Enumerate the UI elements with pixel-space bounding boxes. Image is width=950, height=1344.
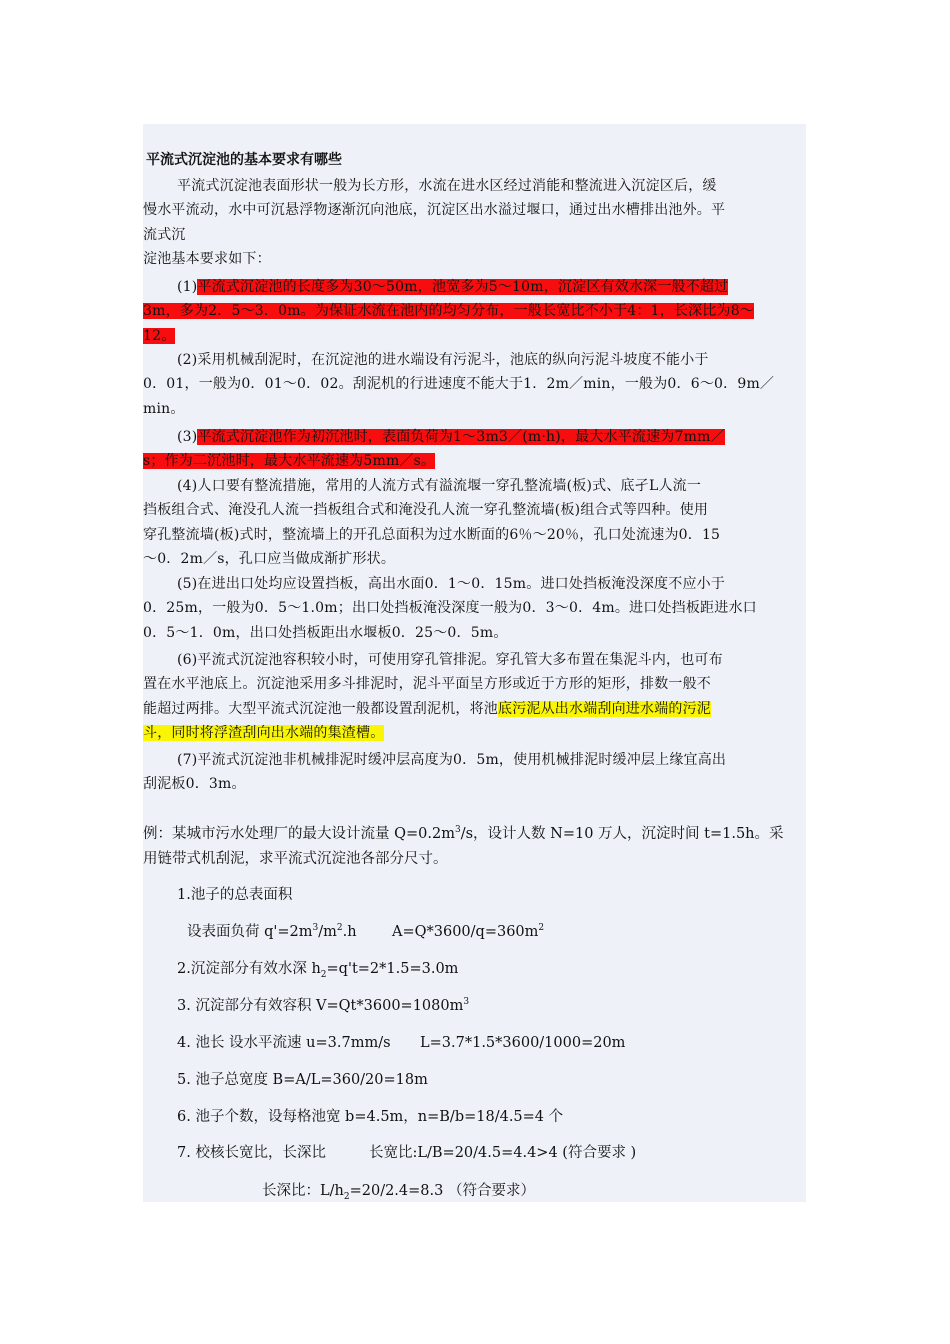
formula-text: 设表面负荷 q'=2m	[187, 924, 313, 940]
requirement-line: 0．25m，一般为0．5～1.0m；出口处挡板淹没深度一般为0．3～0．4m。进口处挡板距进水口	[143, 600, 757, 617]
document-title: 平流式沉淀池的基本要求有哪些	[146, 152, 342, 168]
requirement-line: ～0．2m／s，孔口应当做成渐扩形状。	[143, 550, 396, 567]
item-number: (1)	[177, 279, 198, 295]
requirement-line: (2)采用机械刮泥时，在沉淀池的进水端设有污泥斗，池底的纵向污泥斗坡度不能小于	[177, 352, 709, 368]
requirement-line	[143, 721, 806, 745]
superscript: 3	[463, 997, 470, 1008]
step-4: 4. 池长 设水平流速 u=3.7mm/s	[177, 1035, 391, 1051]
red-highlight-text: 3m，多为2．5～3．0m。为保证水流在池内的均匀分布，一般长宽比不小于4：1，长深比为8～	[143, 303, 755, 320]
step-6: 6. 池子个数，设每格池宽 b=4.5m，n=B/b=18/4.5=4 个	[177, 1109, 564, 1125]
requirement-line	[143, 449, 806, 473]
intro-line: 慢水平流动，水中可沉悬浮物逐渐沉向池底，沉淀区出水溢过堰口，通过出水槽排出池外。平	[143, 202, 726, 219]
requirement-line: 0．01，一般为0．01～0．02。刮泥机的行进速度不能大于1．2m／min，一般为0．6～0．9m／	[143, 376, 775, 393]
requirement-6	[143, 648, 806, 745]
example-problem	[143, 822, 806, 871]
yellow-highlight-text: 底污泥从出水端刮向进水端的污泥	[498, 700, 711, 717]
formula-text: /m	[318, 924, 337, 940]
superscript: 2	[538, 923, 545, 934]
intro-line: 淀池基本要求如下：	[143, 250, 271, 267]
step-1: 1.池子的总表面积	[177, 887, 293, 903]
example-line: 用链带式机刮泥，求平流式沉淀池各部分尺寸。	[143, 850, 448, 867]
red-highlight-text: 平流式沉淀池作为初沉池时，表面负荷为1～3m3／(m·h)，最大水平流速为7mm／	[197, 429, 725, 445]
formula-text: 2.沉淀部分有效水深 h	[177, 961, 321, 977]
requirement-line	[143, 425, 806, 449]
red-highlight-text: 12。	[143, 327, 176, 344]
requirement-line	[143, 697, 806, 721]
requirement-line: (4)人口要有整流措施，常用的人流方式有溢流堰一穿孔整流墙(板)式、底孑L人流一	[177, 478, 702, 494]
intro-paragraph	[143, 174, 806, 271]
step-7-ratio: 长宽比:L/B=20/4.5=4.4>4 (符合要求 )	[369, 1145, 637, 1161]
step-7: 7. 校核长宽比，长深比	[177, 1145, 326, 1161]
example-text: 例：某城市污水处理厂的最大设计流量 Q=0.2m	[143, 826, 455, 842]
superscript: 3	[312, 923, 319, 934]
plain-text: 能超过两排。大型平流式沉淀池一般都设置刮泥机，将池	[143, 700, 498, 717]
requirement-line	[143, 324, 806, 348]
requirement-line: min。	[143, 400, 185, 417]
formula-text: =q't=2*1.5=3.0m	[326, 961, 459, 977]
step-1-area	[392, 922, 544, 942]
formula-text: 3. 沉淀部分有效容积 V=Qt*3600=1080m	[177, 998, 464, 1014]
step-3	[177, 996, 469, 1016]
requirement-4	[143, 474, 806, 571]
requirement-line: 刮泥板0．3m。	[143, 776, 246, 793]
requirement-line: 穿孔整流墙(板)式时，整流墙上的开孔总面积为过水断面的6％～20％，孔口处流速为0．15	[143, 526, 721, 543]
red-highlight-text: s；作为二沉池时，最大水平流速为5mm／s。	[143, 453, 436, 470]
yellow-highlight-text: 斗，同时将浮渣刮向出水端的集渣槽。	[143, 724, 385, 741]
requirement-line	[143, 275, 806, 299]
intro-line: 平流式沉淀池表面形状一般为长方形，水流在进水区经过消能和整流进入沉淀区后，缓	[177, 178, 717, 194]
superscript: 3	[454, 825, 461, 836]
requirement-line: (6)平流式沉淀池容积较小时，可使用穿孔管排泥。穿孔管大多布置在集泥斗内，也可布	[177, 652, 723, 668]
requirement-line: 置在水平池底上。沉淀池采用多斗排泥时，泥斗平面呈方形或近于方形的矩形，排数一般不	[143, 676, 711, 693]
formula-text: .h	[342, 924, 357, 940]
step-4-length: L=3.7*1.5*3600/1000=20m	[420, 1035, 626, 1051]
requirement-line: 挡板组合式、淹没孔人流一挡板组合式和淹没孔人流一穿孔整流墙(板)组合式等四种。使用	[143, 502, 709, 519]
formula-text: A=Q*3600/q=360m	[392, 924, 539, 940]
intro-line: 流式沉	[143, 226, 186, 243]
requirement-line: 0．5～1．0m，出口处挡板距出水堰板0．25～0．5m。	[143, 624, 508, 641]
superscript: 2	[336, 923, 343, 934]
formula-text: =20/2.4=8.3 （符合要求）	[349, 1183, 535, 1199]
subscript: 2	[320, 969, 327, 980]
step-2	[177, 959, 458, 979]
requirement-3	[143, 425, 806, 474]
item-number: (3)	[177, 429, 198, 445]
subscript: 2	[343, 1191, 350, 1202]
red-highlight-text: 平流式沉淀池的长度多为30～50m，池宽多为5～10m，沉淀区有效水深一般不超过	[197, 279, 729, 295]
requirement-5	[143, 572, 806, 645]
requirement-2	[143, 348, 806, 421]
requirement-line	[143, 299, 806, 323]
step-7-depth-ratio	[262, 1181, 535, 1201]
step-1-formula	[187, 922, 357, 942]
requirement-1	[143, 275, 806, 348]
example-text: /s，设计人数 N=10 万人，沉淀时间 t=1.5h。采	[460, 826, 784, 842]
example-line	[143, 822, 806, 847]
step-5: 5. 池子总宽度 B=A/L=360/20=18m	[177, 1072, 428, 1088]
formula-text: 长深比：L/h	[262, 1183, 344, 1199]
requirement-7	[143, 748, 806, 797]
requirement-line: (5)在进出口处均应设置挡板，高出水面0．1～0．15m。进口处挡板淹没深度不应小于	[177, 576, 726, 592]
requirement-line: (7)平流式沉淀池非机械排泥时缓冲层高度为0．5m，使用机械排泥时缓冲层上缘宜高出	[177, 752, 727, 768]
